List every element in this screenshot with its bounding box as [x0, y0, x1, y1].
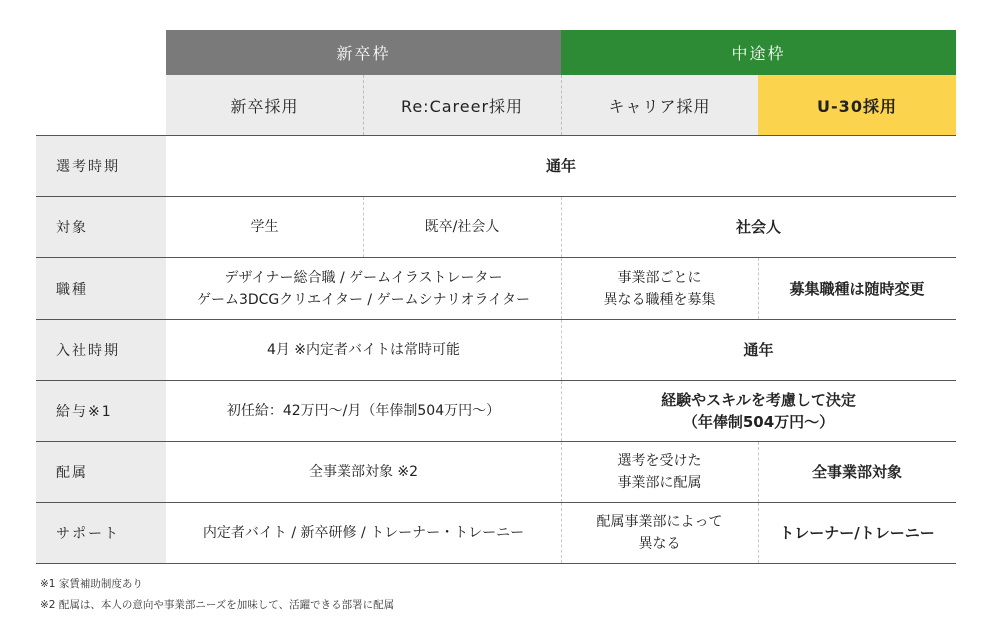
cell-jobs-career: 事業部ごとに 異なる職種を募集 [603, 269, 716, 308]
group-header-mid-career: 中途枠 [561, 30, 956, 75]
col-header-recareer: Re:Career採用 [363, 75, 561, 135]
row-label-target: 対象 [36, 197, 166, 257]
cell-timing-all: 通年 [545, 157, 576, 175]
cell-support-u30: トレーナー/トレーニー [779, 524, 935, 542]
row-label-timing: 選考時期 [36, 136, 166, 196]
cell-jobs-u30: 募集職種は随時変更 [789, 279, 925, 298]
header-divider [561, 75, 562, 135]
header-divider [363, 75, 364, 135]
cell-jobs-new-grad: デザイナー総合職 / ゲームイラストレーター ゲーム3DCGクリエイター / ゲームシナリオライター [196, 269, 531, 308]
col-header-career: キャリア採用 [561, 75, 758, 135]
col-header-u30: U-30採用 [758, 75, 956, 135]
cell-target-mid-career: 社会人 [735, 218, 781, 236]
row-label-joining: 入社時期 [36, 320, 166, 380]
group-header-new-grad: 新卒枠 [166, 30, 561, 75]
row-label-assignment: 配属 [36, 442, 166, 502]
cell-assignment-u30: 全事業部対象 [811, 463, 902, 481]
row-divider [36, 563, 956, 564]
cell-joining-new-grad: 4月 ※内定者バイトは常時可能 [266, 342, 461, 358]
cell-assignment-new-grad: 全事業部対象 ※2 [308, 464, 419, 480]
cell-salary-mid-career: 経験やスキルを考慮して決定 （年俸制504万円〜） [661, 391, 856, 431]
row-label-jobs: 職種 [36, 258, 166, 319]
cell-support-new-grad: 内定者バイト / 新卒研修 / トレーナー・トレーニー [202, 525, 525, 541]
cell-salary-new-grad: 初任給：42万円〜/月（年俸制504万円〜） [226, 403, 501, 419]
col-header-new-grad: 新卒採用 [166, 75, 363, 135]
row-label-support: サポート [36, 503, 166, 563]
footnote-1: ※1 家賃補助制度あり [40, 578, 143, 590]
cell-assignment-career: 選考を受けた 事業部に配属 [617, 453, 702, 491]
cell-joining-mid-career: 通年 [743, 341, 774, 359]
cell-target-new-grad: 学生 [250, 219, 279, 235]
row-label-salary: 給与※1 [36, 381, 166, 441]
cell-support-career: 配属事業部によって 異なる [596, 514, 723, 552]
footnote-2: ※2 配属は、本人の意向や事業部ニーズを加味して、活躍できる部署に配属 [40, 599, 395, 611]
cell-target-recareer: 既卒/社会人 [424, 219, 500, 235]
